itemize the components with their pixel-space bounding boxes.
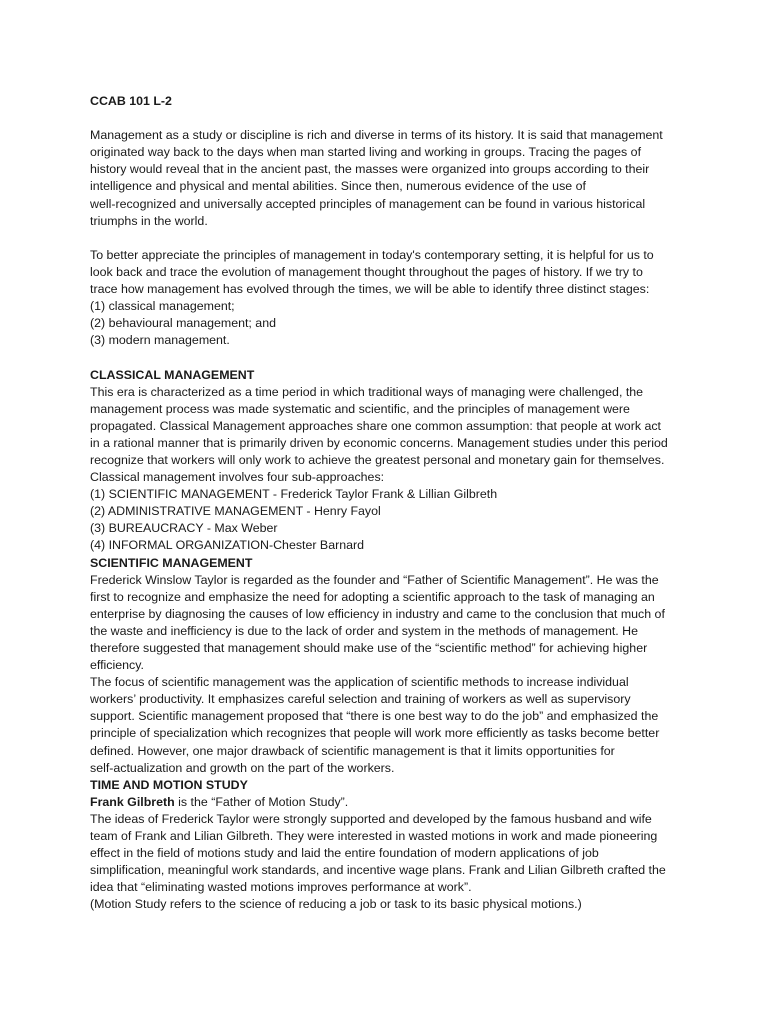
time-motion-section: [90, 777, 690, 914]
document-title: CCAB 101 L-2: [90, 94, 172, 108]
text-line: support. Scientific management proposed that “there is one best way to do the job” and emphasized the: [90, 709, 659, 724]
text-line: management process was made systematic and scientific, and the principles of management were: [90, 401, 630, 416]
text-line: in a rational manner that is primarily driven by economic concerns. Management studies under this period: [90, 435, 668, 450]
gilbreth-name: Frank Gilbreth: [90, 794, 175, 809]
text-line: Frederick Winslow Taylor is regarded as the founder and “Father of Scientific Management”. He was the: [90, 572, 659, 587]
text-line: triumphs in the world.: [90, 213, 208, 228]
document-page: [90, 93, 690, 914]
text-line: efficiency.: [90, 658, 144, 673]
text-line: self-actualization and growth on the part of the workers.: [90, 760, 395, 775]
text-line: effect in the field of motions study and laid the entire foundation of modern applications of job: [90, 846, 599, 861]
text-line: The focus of scientific management was the application of scientific methods to increase individual: [90, 675, 629, 690]
text-line: principle of specialization which recognizes that people will work more efficiently as tasks become better: [90, 726, 660, 741]
stage-item: (3) modern management.: [90, 333, 230, 348]
text-line: therefore suggested that management should make use of the “scientific method” for achieving higher: [90, 641, 648, 655]
text-line: This era is characterized as a time period in which traditional ways of managing were challenged, the: [90, 384, 644, 399]
text-line: team of Frank and Lilian Gilbreth. They were interested in wasted motions in work and made pioneering: [90, 829, 658, 844]
text-line: recognize that workers will only work to achieve the greatest personal and monetary gain for themselves.: [90, 452, 665, 467]
intro-paragraph: [90, 127, 690, 230]
stage-item: (2) behavioural management; and: [90, 316, 276, 331]
text-line: Classical management involves four sub-approaches:: [90, 470, 385, 485]
text-line: propagated. Classical Management approaches share one common assumption: that people at work act: [90, 418, 661, 433]
spacer: [90, 110, 690, 127]
gilbreth-line: [90, 794, 690, 811]
sub-approach-item: (2) ADMINISTRATIVE MANAGEMENT - Henry Fayol: [90, 504, 381, 519]
text-line: intelligence and physical and mental abilities. Since then, numerous evidence of the use of: [90, 179, 586, 194]
text-line: look back and trace the evolution of management thought throughout the pages of history. If we try to: [90, 264, 643, 279]
text-line: Management as a study or discipline is rich and diverse in terms of its history. It is said that management: [90, 128, 663, 143]
spacer: [90, 230, 690, 247]
sub-approach-item: (4) INFORMAL ORGANIZATION-Chester Barnard: [90, 538, 365, 553]
sub-approach-item: (3) BUREAUCRACY - Max Weber: [90, 521, 278, 536]
section-heading: TIME AND MOTION STUDY: [90, 777, 248, 792]
text-line: The ideas of Frederick Taylor were strongly supported and developed by the famous husband and wife: [90, 811, 652, 826]
section-heading: CLASSICAL MANAGEMENT: [90, 367, 255, 382]
text-line: defined. However, one major drawback of scientific management is that it limits opportunities for: [90, 743, 615, 758]
scientific-section: [90, 555, 690, 777]
gilbreth-description: is the “Father of Motion Study”.: [174, 794, 349, 809]
text-line: originated way back to the days when man started living and working in groups. Tracing the pages of: [90, 145, 642, 160]
text-line: the waste and inefficiency is due to the lack of order and system in the methods of management. He: [90, 623, 639, 638]
stage-item: (1) classical management;: [90, 299, 235, 314]
section-heading: SCIENTIFIC MANAGEMENT: [90, 555, 253, 570]
text-line: workers’ productivity. It emphasizes careful selection and training of workers as well as supervisory: [90, 692, 631, 707]
classical-section: [90, 367, 690, 555]
text-line: well-recognized and universally accepted principles of management can be found in various historical: [90, 196, 646, 211]
text-line: To better appreciate the principles of management in today's contemporary setting, it is helpful for us to: [90, 247, 654, 262]
text-line: (Motion Study refers to the science of reducing a job or task to its basic physical motions.): [90, 897, 582, 912]
sub-approach-item: (1) SCIENTIFIC MANAGEMENT - Frederick Taylor Frank & Lillian Gilbreth: [90, 487, 498, 502]
text-line: simplification, meaningful work standards, and incentive wage plans. Frank and Lilian Gilbreth crafted the: [90, 863, 666, 878]
spacer: [90, 349, 690, 366]
text-line: trace how management has evolved through the times, we will be able to identify three distinct stages:: [90, 282, 650, 297]
text-line: enterprise by diagnosing the causes of low efficiency in industry and came to the conclusion that much of: [90, 606, 665, 621]
text-line: idea that “eliminating wasted motions improves performance at work”.: [90, 880, 472, 895]
text-line: history would reveal that in the ancient past, the masses were organized into groups according to their: [90, 162, 650, 177]
stages-paragraph: [90, 247, 690, 350]
text-line: first to recognize and emphasize the need for adopting a scientific approach to the task of managing an: [90, 589, 655, 604]
